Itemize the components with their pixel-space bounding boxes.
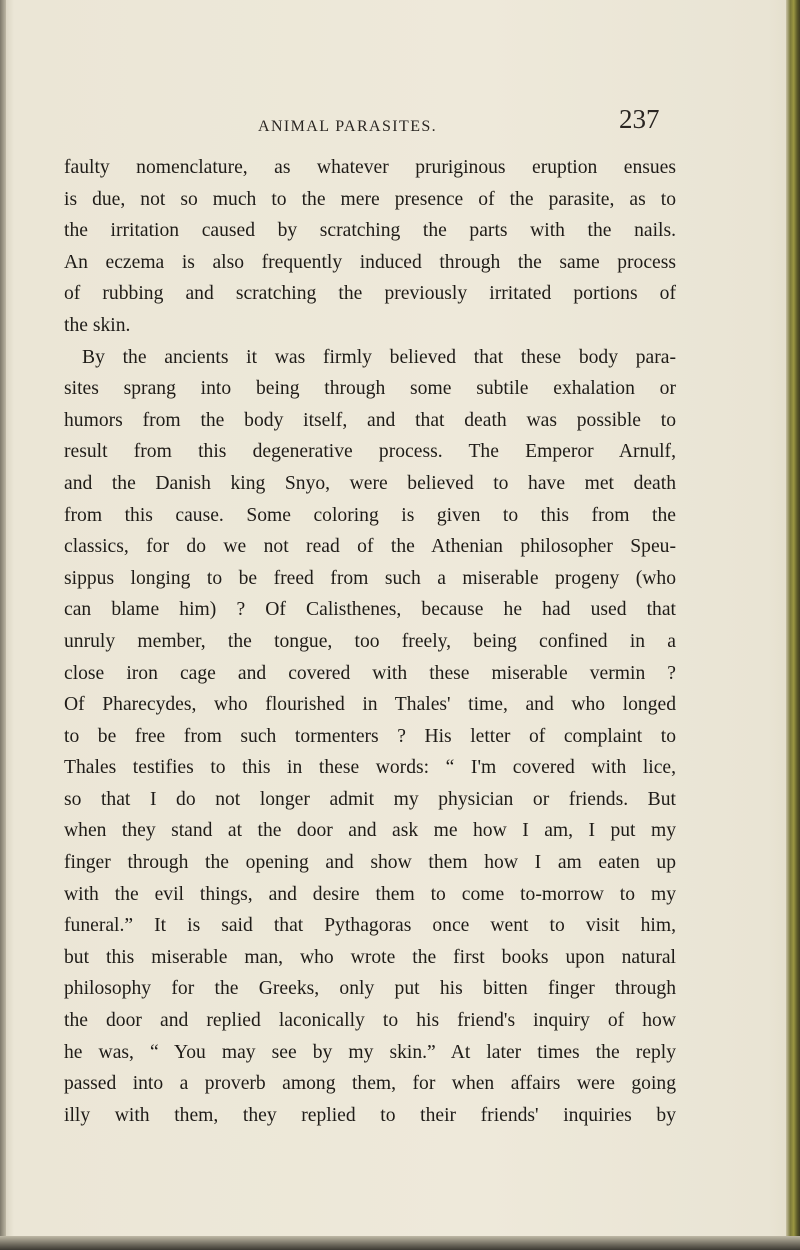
body-text xyxy=(64,152,676,1131)
text-line: he was, “ You may see by my skin.” At later times the reply xyxy=(64,1041,676,1063)
text-line: faulty nomenclature, as whatever pruriginous eruption ensues xyxy=(64,157,676,178)
text-line: funeral.” It is said that Pythagoras once went to visit him, xyxy=(64,915,676,937)
text-line: so that I do not longer admit my physician or friends. But xyxy=(64,788,676,810)
page-binding-shadow xyxy=(0,0,6,1250)
text-line: from this cause. Some coloring is given to this from the xyxy=(64,504,676,526)
text-line: when they stand at the door and ask me how I am, I put my xyxy=(64,820,676,842)
page-edge-bottom xyxy=(0,1236,800,1250)
page-number: 237 xyxy=(619,104,660,134)
running-head-title: ANIMAL PARASITES. xyxy=(258,118,438,135)
text-line: and the Danish king Snyo, were believed to have met death xyxy=(64,472,676,494)
text-line: unruly member, the tongue, too freely, being confined in a xyxy=(64,630,676,652)
text-line: but this miserable man, who wrote the first books upon natural xyxy=(64,946,676,968)
text-line: with the evil things, and desire them to come to-morrow to my xyxy=(64,883,676,905)
running-head xyxy=(0,104,800,154)
text-line: passed into a proverb among them, for when affairs were going xyxy=(64,1073,676,1095)
text-line: the irritation caused by scratching the parts with the nails. xyxy=(64,220,676,242)
text-line: the door and replied laconically to his friend's inquiry of how xyxy=(64,1010,676,1032)
text-line: sites sprang into being through some subtile exhalation or xyxy=(64,378,676,400)
text-line: An eczema is also frequently induced through the same process xyxy=(64,251,676,273)
text-line: is due, not so much to the mere presence of the parasite, as to xyxy=(64,188,676,210)
page-edge-right xyxy=(786,0,800,1250)
text-line: classics, for do we not read of the Athenian philosopher Speu- xyxy=(64,536,676,558)
text-line: sippus longing to be freed from such a miserable progeny (who xyxy=(64,567,676,589)
text-line: of rubbing and scratching the previously irritated portions of xyxy=(64,283,676,305)
text-line: close iron cage and covered with these miserable vermin ? xyxy=(64,662,676,684)
text-line: philosophy for the Greeks, only put his bitten finger through xyxy=(64,978,676,1000)
text-line: Thales testifies to this in these words: “ I'm covered with lice, xyxy=(64,757,676,779)
text-line: the skin. xyxy=(64,314,131,336)
text-line: finger through the opening and show them how I am eaten up xyxy=(64,852,676,874)
text-line: By the ancients it was firmly believed that these body para- xyxy=(82,346,676,368)
text-line: can blame him) ? Of Calisthenes, because he had used that xyxy=(64,599,676,621)
text-line: to be free from such tormenters ? His letter of complaint to xyxy=(64,725,676,747)
text-line: illy with them, they replied to their friends' inquiries by xyxy=(64,1104,676,1126)
text-line: Of Pharecydes, who flourished in Thales' time, and who longed xyxy=(64,694,676,716)
text-line: humors from the body itself, and that death was possible to xyxy=(64,409,676,431)
text-line: result from this degenerative process. The Emperor Arnulf, xyxy=(64,441,676,463)
